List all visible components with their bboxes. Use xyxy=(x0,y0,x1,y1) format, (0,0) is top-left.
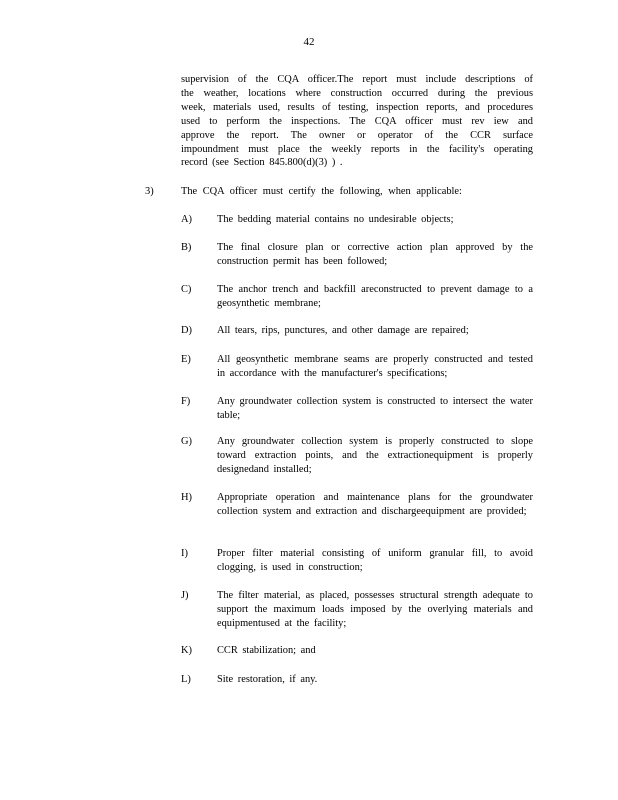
list-item-text: The filter material, as placed, possesses structural strength adequate to support the maximum loads imposed by the overlying materials and equipmentused at the facility; xyxy=(217,590,533,629)
list-item-text: The final closure plan or corrective action plan approved by the construction permit has been followed; xyxy=(217,242,533,267)
intro-line: week, materials used, results of testing, inspection reports, and procedures xyxy=(181,101,533,113)
list-item-text: Any groundwater collection system is constructed to intersect the water table; xyxy=(217,396,533,421)
list-item-text: Site restoration, if any. xyxy=(217,674,318,685)
list-item-letter: K) xyxy=(181,645,192,656)
list-item-letter: I) xyxy=(181,548,188,559)
intro-line: the weather, locations where construction occurred during the previous xyxy=(181,87,533,99)
list-item-letter: D) xyxy=(181,325,192,336)
list-item-letter: J) xyxy=(181,590,189,601)
section-heading: The CQA officer must certify the following, when applicable: xyxy=(181,186,462,197)
section-number: 3) xyxy=(145,186,154,197)
intro-paragraph xyxy=(181,73,533,170)
list-item-letter: E) xyxy=(181,354,191,365)
list-item-text: All geosynthetic membrane seams are properly constructed and tested in accordance with the manufacturer's specifications; xyxy=(217,354,533,379)
page-number: 42 xyxy=(303,36,315,48)
list-item-text: Appropriate operation and maintenance plans for the groundwater collection system and extraction and dischargeequipment are provided; xyxy=(217,492,533,517)
list-item-text: Any groundwater collection system is properly constructed to slope toward extraction points, and the extractionequipment is properly designedand installed; xyxy=(217,436,533,475)
list-item-letter: F) xyxy=(181,396,191,407)
list-item-letter: H) xyxy=(181,492,192,503)
list-item-letter: B) xyxy=(181,242,192,253)
list-item-text: All tears, rips, punctures, and other damage are repaired; xyxy=(217,325,469,336)
list-item-text: The bedding material contains no undesirable objects; xyxy=(217,214,454,225)
intro-line: approve the report. The owner or operator of the CCR surface xyxy=(181,129,533,141)
list-item-text: CCR stabilization; and xyxy=(217,645,316,656)
list-item-letter: L) xyxy=(181,674,191,685)
list-item-letter: C) xyxy=(181,284,192,295)
list-item-letter: G) xyxy=(181,436,192,447)
intro-line: impoundment must place the weekly reports in the facility's operating xyxy=(181,143,533,155)
list-item-text: The anchor trench and backfill areconstructed to prevent damage to a geosynthetic membrane; xyxy=(217,284,533,309)
intro-line: used to perform the inspections. The CQA officer must rev iew and xyxy=(181,115,533,127)
list-item-letter: A) xyxy=(181,214,192,225)
list-item-text: Proper filter material consisting of uniform granular fill, to avoid clogging, is used in construction; xyxy=(217,548,533,573)
intro-line: record (see Section 845.800(d)(3) ) . xyxy=(181,157,343,169)
intro-line: supervision of the CQA officer.The report must include descriptions of xyxy=(181,74,533,85)
